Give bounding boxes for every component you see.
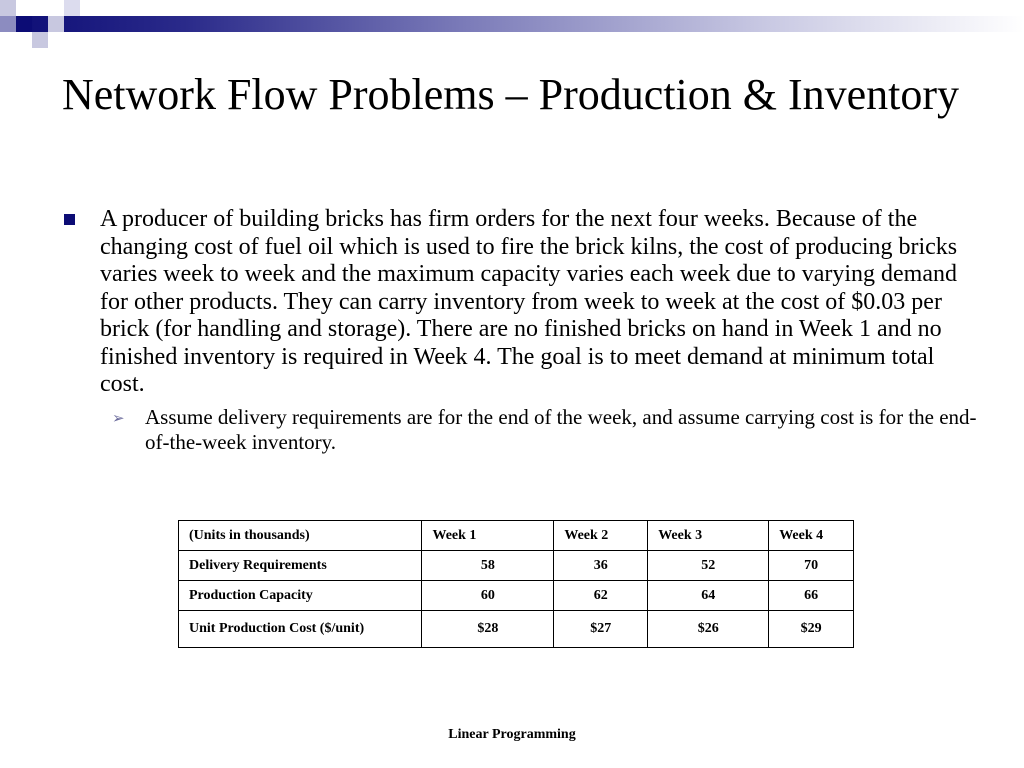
table-cell: $28 <box>422 611 554 648</box>
table-cell: 60 <box>422 581 554 611</box>
decor-square <box>0 0 16 16</box>
decor-square <box>48 32 64 48</box>
production-table <box>178 520 854 648</box>
decor-square <box>16 0 32 16</box>
slide-title: Network Flow Problems – Production & Inventory <box>62 70 960 119</box>
table-row <box>179 551 854 581</box>
table-cell: 36 <box>554 551 648 581</box>
table-cell: 58 <box>422 551 554 581</box>
table-header-week: Week 3 <box>648 521 769 551</box>
table-header-week: Week 1 <box>422 521 554 551</box>
table-header-week: Week 4 <box>769 521 854 551</box>
table-cell: 70 <box>769 551 854 581</box>
table-cell: $27 <box>554 611 648 648</box>
slide-footer: Linear Programming <box>448 727 576 742</box>
table-cell: 52 <box>648 551 769 581</box>
header-gradient-band <box>0 16 1024 32</box>
decor-square <box>32 0 48 16</box>
table-cell: $29 <box>769 611 854 648</box>
table-header-row <box>179 521 854 551</box>
table-cell: 64 <box>648 581 769 611</box>
table-cell: $26 <box>648 611 769 648</box>
table-cell: 62 <box>554 581 648 611</box>
square-bullet-icon <box>64 214 75 225</box>
bullet-item-main <box>62 206 982 399</box>
bullet-main-text: A producer of building bricks has firm orders for the next four weeks. Because of the changing cost of fuel oil which is used to fire the brick kilns, the cost of producing bricks varies week to week and the maximum capacity varies each week due to varying demand for other products. They can carry inventory from week to week at the cost of $0.03 per brick (for handling and storage). There are no finished bricks on hand in Week 1 and no finished inventory is required in Week 4. The goal is to meet demand at minimum total cost. <box>100 206 958 397</box>
decor-square <box>16 16 32 32</box>
table-header-label: (Units in thousands) <box>179 521 422 551</box>
bullet-sub-text: Assume delivery requirements are for the end of the week, and assume carrying cost is for the end-of-the-week inventory. <box>145 404 977 454</box>
table-row-label: Production Capacity <box>179 581 422 611</box>
table-row <box>179 611 854 648</box>
decor-square <box>64 0 80 16</box>
bullet-item-sub <box>62 405 982 455</box>
decor-square <box>0 16 16 32</box>
table-row-label: Delivery Requirements <box>179 551 422 581</box>
bullet-list <box>62 206 982 455</box>
table-cell: 66 <box>769 581 854 611</box>
table-header-week: Week 2 <box>554 521 648 551</box>
arrow-bullet-icon: ➢ <box>112 408 125 427</box>
table-row <box>179 581 854 611</box>
decor-square <box>48 16 64 32</box>
decor-square <box>32 32 48 48</box>
table-row-label: Unit Production Cost ($/unit) <box>179 611 422 648</box>
